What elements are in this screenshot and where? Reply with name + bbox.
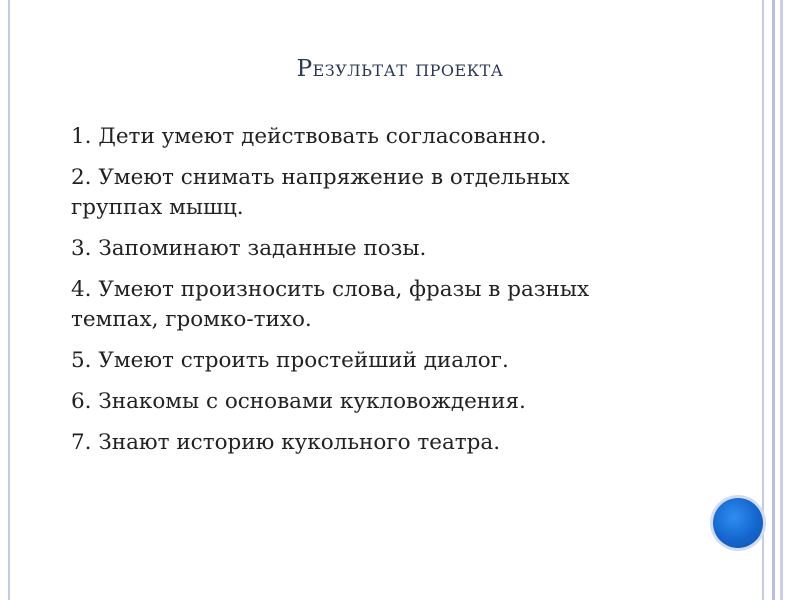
- bullet-icon: [40, 346, 71, 376]
- list-item-text: 3. Запоминают заданные позы.: [71, 236, 427, 261]
- list-item-text: 2. Умеют снимать напряжение в отдельных группах мышц.: [71, 165, 570, 220]
- list-item-text: 4. Умеют произносить слова, фразы в разных темпах, громко-тихо.: [71, 277, 590, 332]
- decor-stripe: [780, 0, 783, 600]
- decor-stripe: [772, 0, 775, 600]
- list-item-text: 5. Умеют строить простейший диалог.: [71, 348, 509, 373]
- bullet-icon: [40, 428, 71, 458]
- bullet-icon: [40, 387, 71, 417]
- list-item: [40, 275, 640, 335]
- list-item: [40, 163, 640, 223]
- list-item: [40, 428, 640, 458]
- decor-circle-icon: [713, 498, 763, 548]
- bullet-icon: [40, 122, 71, 152]
- list-item-text: 6. Знакомы с основами кукловождения.: [71, 389, 526, 414]
- bullet-icon: [40, 275, 71, 335]
- bullet-icon: [40, 163, 71, 223]
- list-item: [40, 346, 640, 376]
- list-item: [40, 387, 640, 417]
- list-item-text: 1. Дети умеют действовать согласованно.: [71, 124, 547, 149]
- bullet-icon: [40, 234, 71, 264]
- list-item: [40, 122, 640, 152]
- slide-title: Результат проекта: [296, 56, 504, 82]
- list-item: [40, 234, 640, 264]
- bullet-list: [40, 122, 640, 469]
- list-item-text: 7. Знают историю кукольного театра.: [71, 430, 501, 455]
